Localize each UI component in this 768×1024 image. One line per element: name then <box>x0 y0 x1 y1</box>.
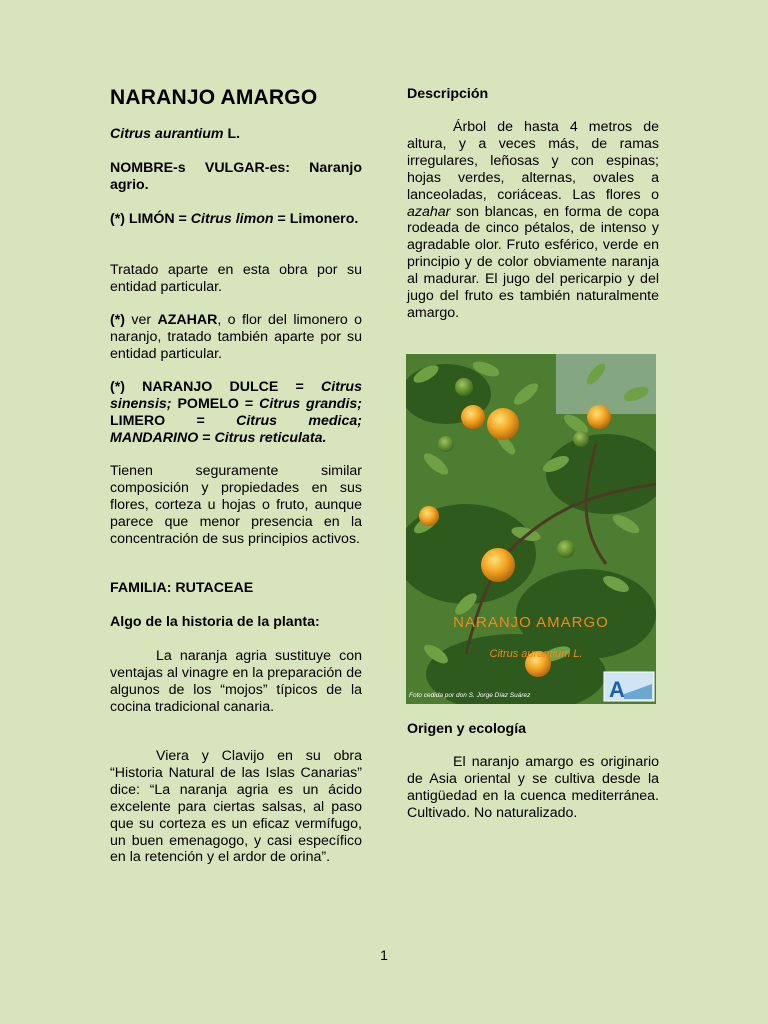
descripcion-azahar: azahar <box>407 203 451 220</box>
descripcion-text-b: son blancas, en forma de copa rodeada de cinco pétalos, de intenso y agradable olor. Fruto esférico, verde en principio y de color obviamente naranja al madurar. El jugo del pericarpio y del jugo del fruto es también naturalmente amargo. <box>407 203 659 321</box>
sci-name-italic: Citrus aurantium <box>110 126 224 142</box>
orange-tree-illustration <box>406 354 656 704</box>
azahar-prefix: (*) <box>110 312 125 328</box>
pomelo-sci: Citrus grandis; <box>259 395 363 412</box>
tienen-paragraph: Tienen seguramente similar composición y propiedades en sus flores, corteza u hojas o fruto, aunque parece que menor presencia en la concentración de sus principios activos. <box>110 463 362 547</box>
historia-heading: Algo de la historia de la planta: <box>110 614 320 630</box>
mandarino-eq: = <box>198 429 215 446</box>
tratado-paragraph: Tratado aparte en esta obra por su entidad particular. <box>110 262 362 295</box>
dulce-sci: Citrus sinensis; <box>110 379 362 412</box>
descripcion-text-a: Árbol de hasta 4 metros de altura, y a veces más, de ramas irregulares, leñosas y con espinas; hojas verdes, alternas, ovales a lanceoladas, coriáceas. Las flores o <box>407 119 659 203</box>
familia-heading: FAMILIA: RUTACEAE <box>110 580 254 596</box>
orange-tree-photo <box>406 354 656 704</box>
pomelo-label: POMELO = <box>171 395 260 412</box>
azahar-note <box>110 312 362 363</box>
page-number: 1 <box>380 947 388 963</box>
photo-caption-sci: Citrus aurantium L. <box>489 648 583 660</box>
limero-sci: Citrus medica; MANDARINO <box>110 412 362 446</box>
azahar-word: AZAHAR <box>157 312 218 328</box>
mandarino-sci: Citrus reticulata. <box>214 429 327 446</box>
scientific-name <box>110 126 362 143</box>
photo-caption-title: NARANJO AMARGO <box>453 614 609 631</box>
limon-sci: Citrus limon <box>190 211 274 227</box>
related-species-note <box>110 379 362 447</box>
logo-letter: A <box>609 677 625 702</box>
descripcion-heading: Descripción <box>407 86 489 102</box>
historia-paragraph-1: La naranja agria sustituye con ventajas al vinagre en la preparación de algunos de los “mojos” típicos de la cocina tradicional canaria. <box>110 648 362 715</box>
azahar-ver: ver <box>124 312 158 328</box>
dulce-label: (*) NARANJO DULCE = <box>110 379 321 395</box>
azahar-rest: , o flor del limonero o naranjo, tratado también aparte por su entidad particular. <box>110 312 363 362</box>
origen-heading: Origen y ecología <box>407 721 527 737</box>
limon-suffix: = Limonero. <box>273 211 359 227</box>
sci-author: L. <box>223 126 241 142</box>
historia-paragraph-2: Viera y Clavijo en su obra “Historia Natural de las Islas Canarias” dice: “La naranja agria es un ácido excelente para ciertas salsas, al paso que su corteza es un eficaz vermífugo, un buen emenagogo, y casi específico en la retención y el ardor de orina”. <box>110 748 362 866</box>
photo-credit: Foto cedida por don S. Jorge Díaz Suárez <box>409 692 531 699</box>
page-title: NARANJO AMARGO <box>110 86 318 109</box>
origen-paragraph: El naranjo amargo es originario de Asia oriental y se cultiva desde la antigüedad en la cuenca mediterránea. Cultivado. No naturalizado. <box>407 754 659 821</box>
limon-note <box>110 211 362 228</box>
vulgar-names: NOMBRE-s VULGAR-es: Naranjo agrio. <box>110 160 362 193</box>
descripcion-paragraph <box>407 119 659 322</box>
limon-prefix: (*) LIMÓN = <box>110 211 191 227</box>
limero-label: LIMERO = <box>110 412 237 429</box>
